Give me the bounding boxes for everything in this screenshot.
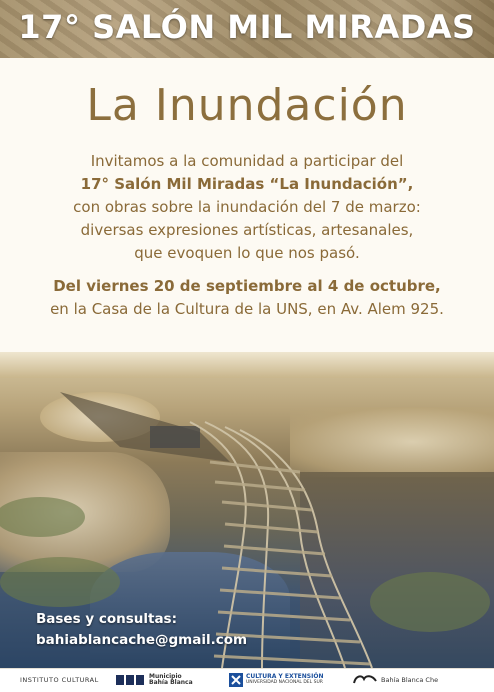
venue-line: en la Casa de la Cultura de la UNS, en Av. Alem 925. [50,300,444,318]
municipio-mark-icon [116,673,146,687]
uns-extension-logo [229,673,323,687]
logo-text-line: Bahía Blanca [149,679,193,686]
invitation-text [0,150,494,265]
municipio-logo [116,673,193,687]
bahia-blanca-che-logo [352,673,438,687]
invitation-line: diversas expresiones artísticas, artesanales, [80,221,414,239]
contact-email[interactable]: bahiablancache@gmail.com [36,632,248,648]
logo-text-line: UNIVERSIDAD NACIONAL DEL SUR [246,680,323,685]
dates-text [0,275,494,321]
logo-text: INSTITUTO CULTURAL [20,676,99,684]
logo-text-line: Municipio [149,672,182,680]
dates-line-bold: Del viernes 20 de septiembre al 4 de octubre, [53,277,441,295]
invitation-line-bold: 17° Salón Mil Miradas “La Inundación”, [80,175,414,193]
main-title: La Inundación [86,80,408,131]
invitation-line: que evoquen lo que nos pasó. [134,244,360,262]
header-banner [0,0,494,58]
flood-photo [0,352,494,668]
invitation-line: con obras sobre la inundación del 7 de marzo: [73,198,421,216]
sponsor-footer [0,668,494,692]
contact-label: Bases y consultas: [36,611,177,627]
instituto-cultural-logo [20,677,99,684]
event-title: 17° SALÓN MIL MIRADAS [18,8,476,46]
logo-text-line: CULTURA Y EXTENSIÓN [246,672,324,680]
che-mark-icon [352,673,378,687]
contact-info [36,609,247,651]
logo-text: Bahía Blanca Che [381,675,439,684]
invitation-line: Invitamos a la comunidad a participar del [90,152,404,170]
uns-mark-icon [229,673,243,687]
